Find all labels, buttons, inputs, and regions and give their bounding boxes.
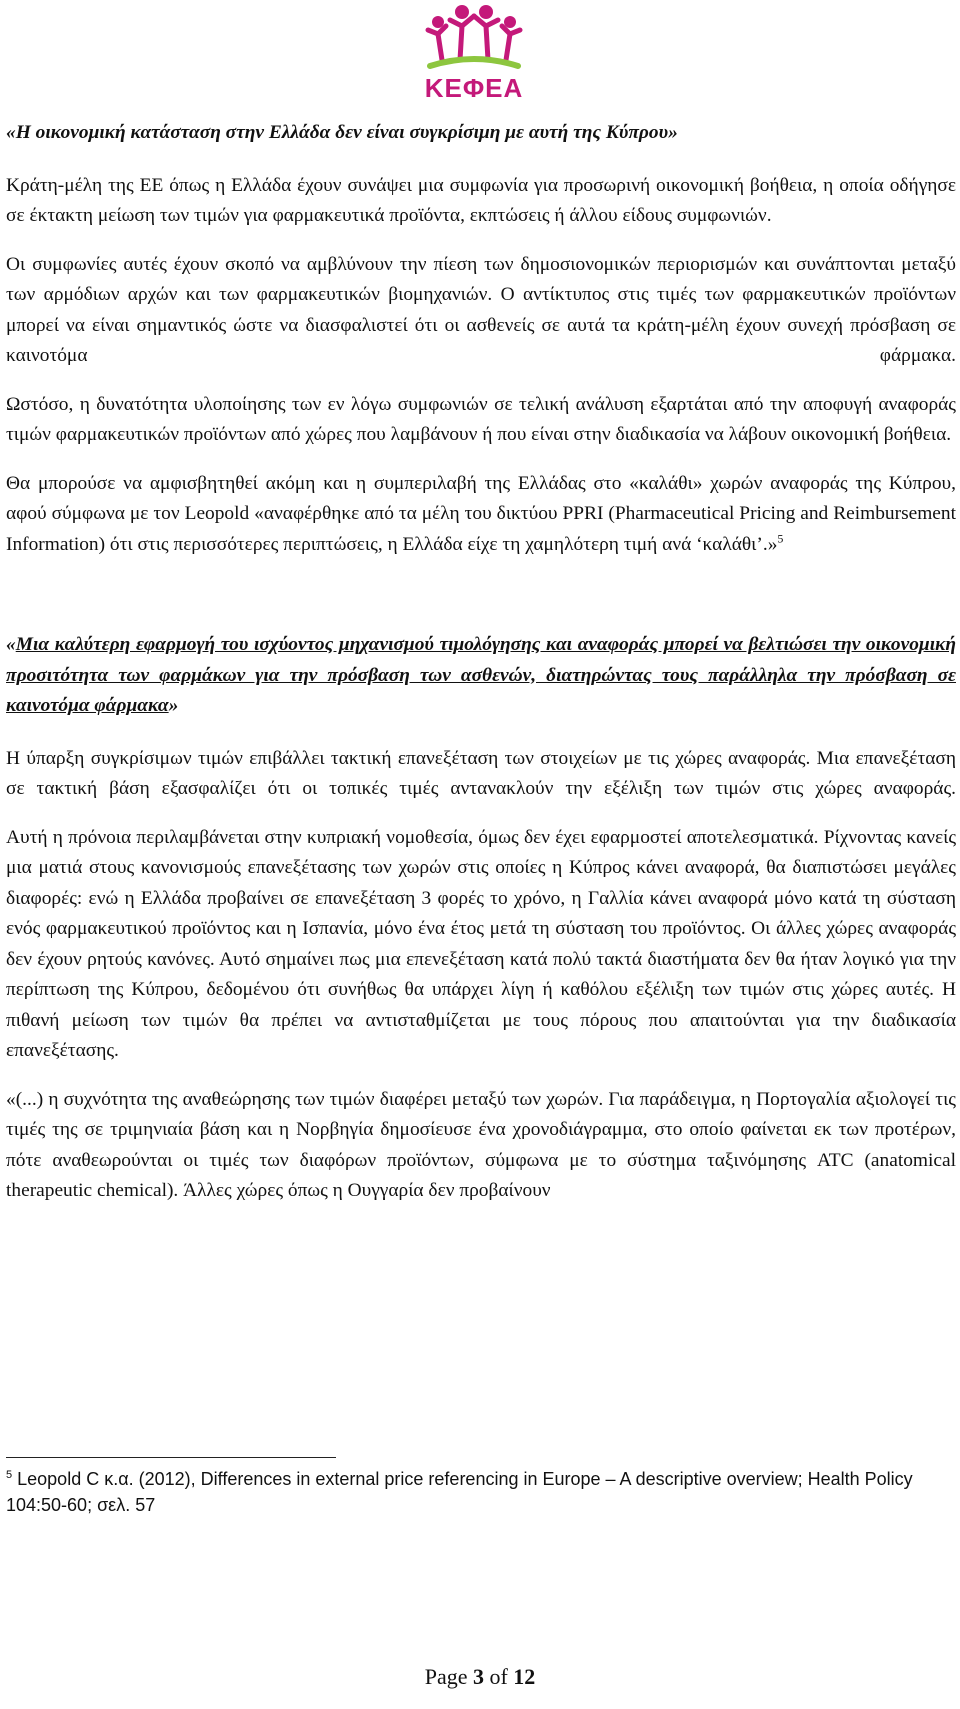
page-number — [0, 1664, 960, 1690]
footnote-number: 5 — [6, 1469, 13, 1481]
heading-2-close-quote: » — [168, 695, 179, 716]
document-body — [6, 118, 956, 1207]
footnote-text: Leopold C κ.α. (2012), Differences in external price referencing in Europe – A descriptive overview; Health Policy 104:50-60; σελ. 57 — [6, 1469, 913, 1515]
paragraph-2: Οι συμφωνίες αυτές έχουν σκοπό να αμβλύνουν την πίεση των δημοσιονομικών περιορισμών και συνάπτονται μεταξύ των αρμόδιων αρχών και των φαρμακευτικών βιομηχανιών. Ο αντίκτυπος στις τιμές των φαρμακευτικών προϊόντων μπορεί να είναι σημαντικός ώστε να διασφαλιστεί ότι οι ασθενείς σε αυτά τα κράτη-μέλη έχουν συνεχή πρόσβαση σε καινοτόμα φάρμακα. — [6, 253, 956, 366]
kefea-logo — [418, 2, 530, 102]
people-logo-icon — [424, 2, 524, 74]
logo-text: ΚΕΦΕΑ — [424, 73, 524, 103]
paragraph-4-text: Θα μπορούσε να αμφισβητηθεί ακόμη και η συμπεριλαβή της Ελλάδας στο «καλάθι» χωρών αναφοράς της Κύπρου, αφού σύμφωνα με τον Leopold «αναφέρθηκε από τα μέλη του δικτύου PPRI (Pharmaceutical Pricing and Reimbursement Information) ότι στις περισσότερες περιπτώσεις, η Ελλάδα είχε τη χαμηλότερη τιμή ανά ‘καλάθι’.» — [6, 472, 956, 555]
current-page: 3 — [472, 1664, 484, 1689]
total-pages: 12 — [513, 1664, 536, 1689]
footnote-ref: 5 — [777, 531, 784, 546]
heading-2-open-quote: « — [6, 634, 16, 655]
section-heading-1: «Η οικονομική κατάσταση στην Ελλάδα δεν είναι συγκρίσιμη με αυτή της Κύπρου» — [6, 122, 678, 143]
section-heading-2 — [6, 630, 956, 722]
page-label: Page — [424, 1664, 468, 1689]
footnote — [6, 1466, 956, 1518]
paragraph-6: Αυτή η πρόνοια περιλαμβάνεται στην κυπριακή νομοθεσία, όμως δεν έχει εφαρμοστεί αποτελεσματικά. Ρίχνοντας κανείς μια ματιά στους κανονισμούς επανεξέτασης των χωρών στις οποίες η Κύπρος κάνει αναφορά, θα διαπιστώσει μεγάλες διαφορές: ενώ η Ελλάδα προβαίνει σε επανεξέταση 3 φορές το χρόνο, η Γαλλία κάνει αναφορά μόνο κατά τη σύσταση ενός φαρμακευτικού προϊόντος και η Ισπανία, μόνο ένα έτος μετά τη σύσταση του προϊόντος. Οι άλλες χώρες αναφοράς δεν έχουν ρητούς κανόνες. Αυτό σημαίνει πως μια επενεξέταση κατά πολύ τακτά διαστήματα δεν θα ήταν λογικό για την περίπτωση της Κύπρου, δεδομένου ότι συνήθως θα υπάρχει λίγη ή καθόλου εξέλιξη των τιμών στις χώρες αυτές. Η πιθανή μείωση των τιμών θα πρέπει να αντισταθμίζεται με τους πόρους που απαιτούνται για την διαδικασία επανεξέτασης. — [6, 826, 956, 1061]
heading-2-text: Μια καλύτερη εφαρμογή του ισχύοντος μηχανισμού τιμολόγησης και αναφοράς μπορεί να βελτιώσει την οικονομική προσιτότητα των φαρμάκων για την πρόσβαση των ασθενών, διατηρώντας τους παράλληλα την πρόσβαση σε καινοτόμα φάρμακα — [6, 634, 956, 716]
page-of-label: of — [489, 1664, 508, 1689]
paragraph-3: Ωστόσο, η δυνατότητα υλοποίησης των εν λόγω συμφωνιών σε τελική ανάλυση εξαρτάται από την αποφυγή αναφοράς τιμών φαρμακευτικών προϊόντων από χώρες που λαμβάνουν ή που είναι στην διαδικασία να λάβουν οικονομική βοήθεια. — [6, 393, 956, 445]
paragraph-5: Η ύπαρξη συγκρίσιμων τιμών επιβάλλει τακτική επανεξέταση των στοιχείων με τις χώρες αναφοράς. Μια επανεξέταση σε τακτική βάση εξασφαλίζει ότι οι τοπικές τιμές αντανακλούν την εξέλιξη των τιμών στις χώρες αναφοράς. — [6, 747, 956, 799]
paragraph-4 — [6, 469, 956, 561]
paragraph-1: Κράτη-μέλη της ΕΕ όπως η Ελλάδα έχουν συνάψει μια συμφωνία για προσωρινή οικονομική βοήθεια, η οποία οδήγησε σε έκτακτη μείωση των τιμών για φαρμακευτικά προϊόντα, εκπτώσεις ή άλλου είδους συμφωνιών. — [6, 174, 956, 226]
paragraph-7: «(...) η συχνότητα της αναθεώρησης των τιμών διαφέρει μεταξύ των χωρών. Για παράδειγμα, η Πορτογαλία αξιολογεί τις τιμές της σε τριμηνιαία βάση και η Νορβηγία δημοσίευσε ένα χρονοδιάγραμμα, στο οποίο φαίνεται εκ των προτέρων, πότε αναθεωρούνται οι τιμές των διαφόρων προϊόντων, σύμφωνα με το σύστημα ταξινόμησης ATC (anatomical therapeutic chemical). Άλλες χώρες όπως η Ουγγαρία δεν προβαίνουν — [6, 1088, 956, 1201]
footnote-separator — [6, 1457, 336, 1458]
